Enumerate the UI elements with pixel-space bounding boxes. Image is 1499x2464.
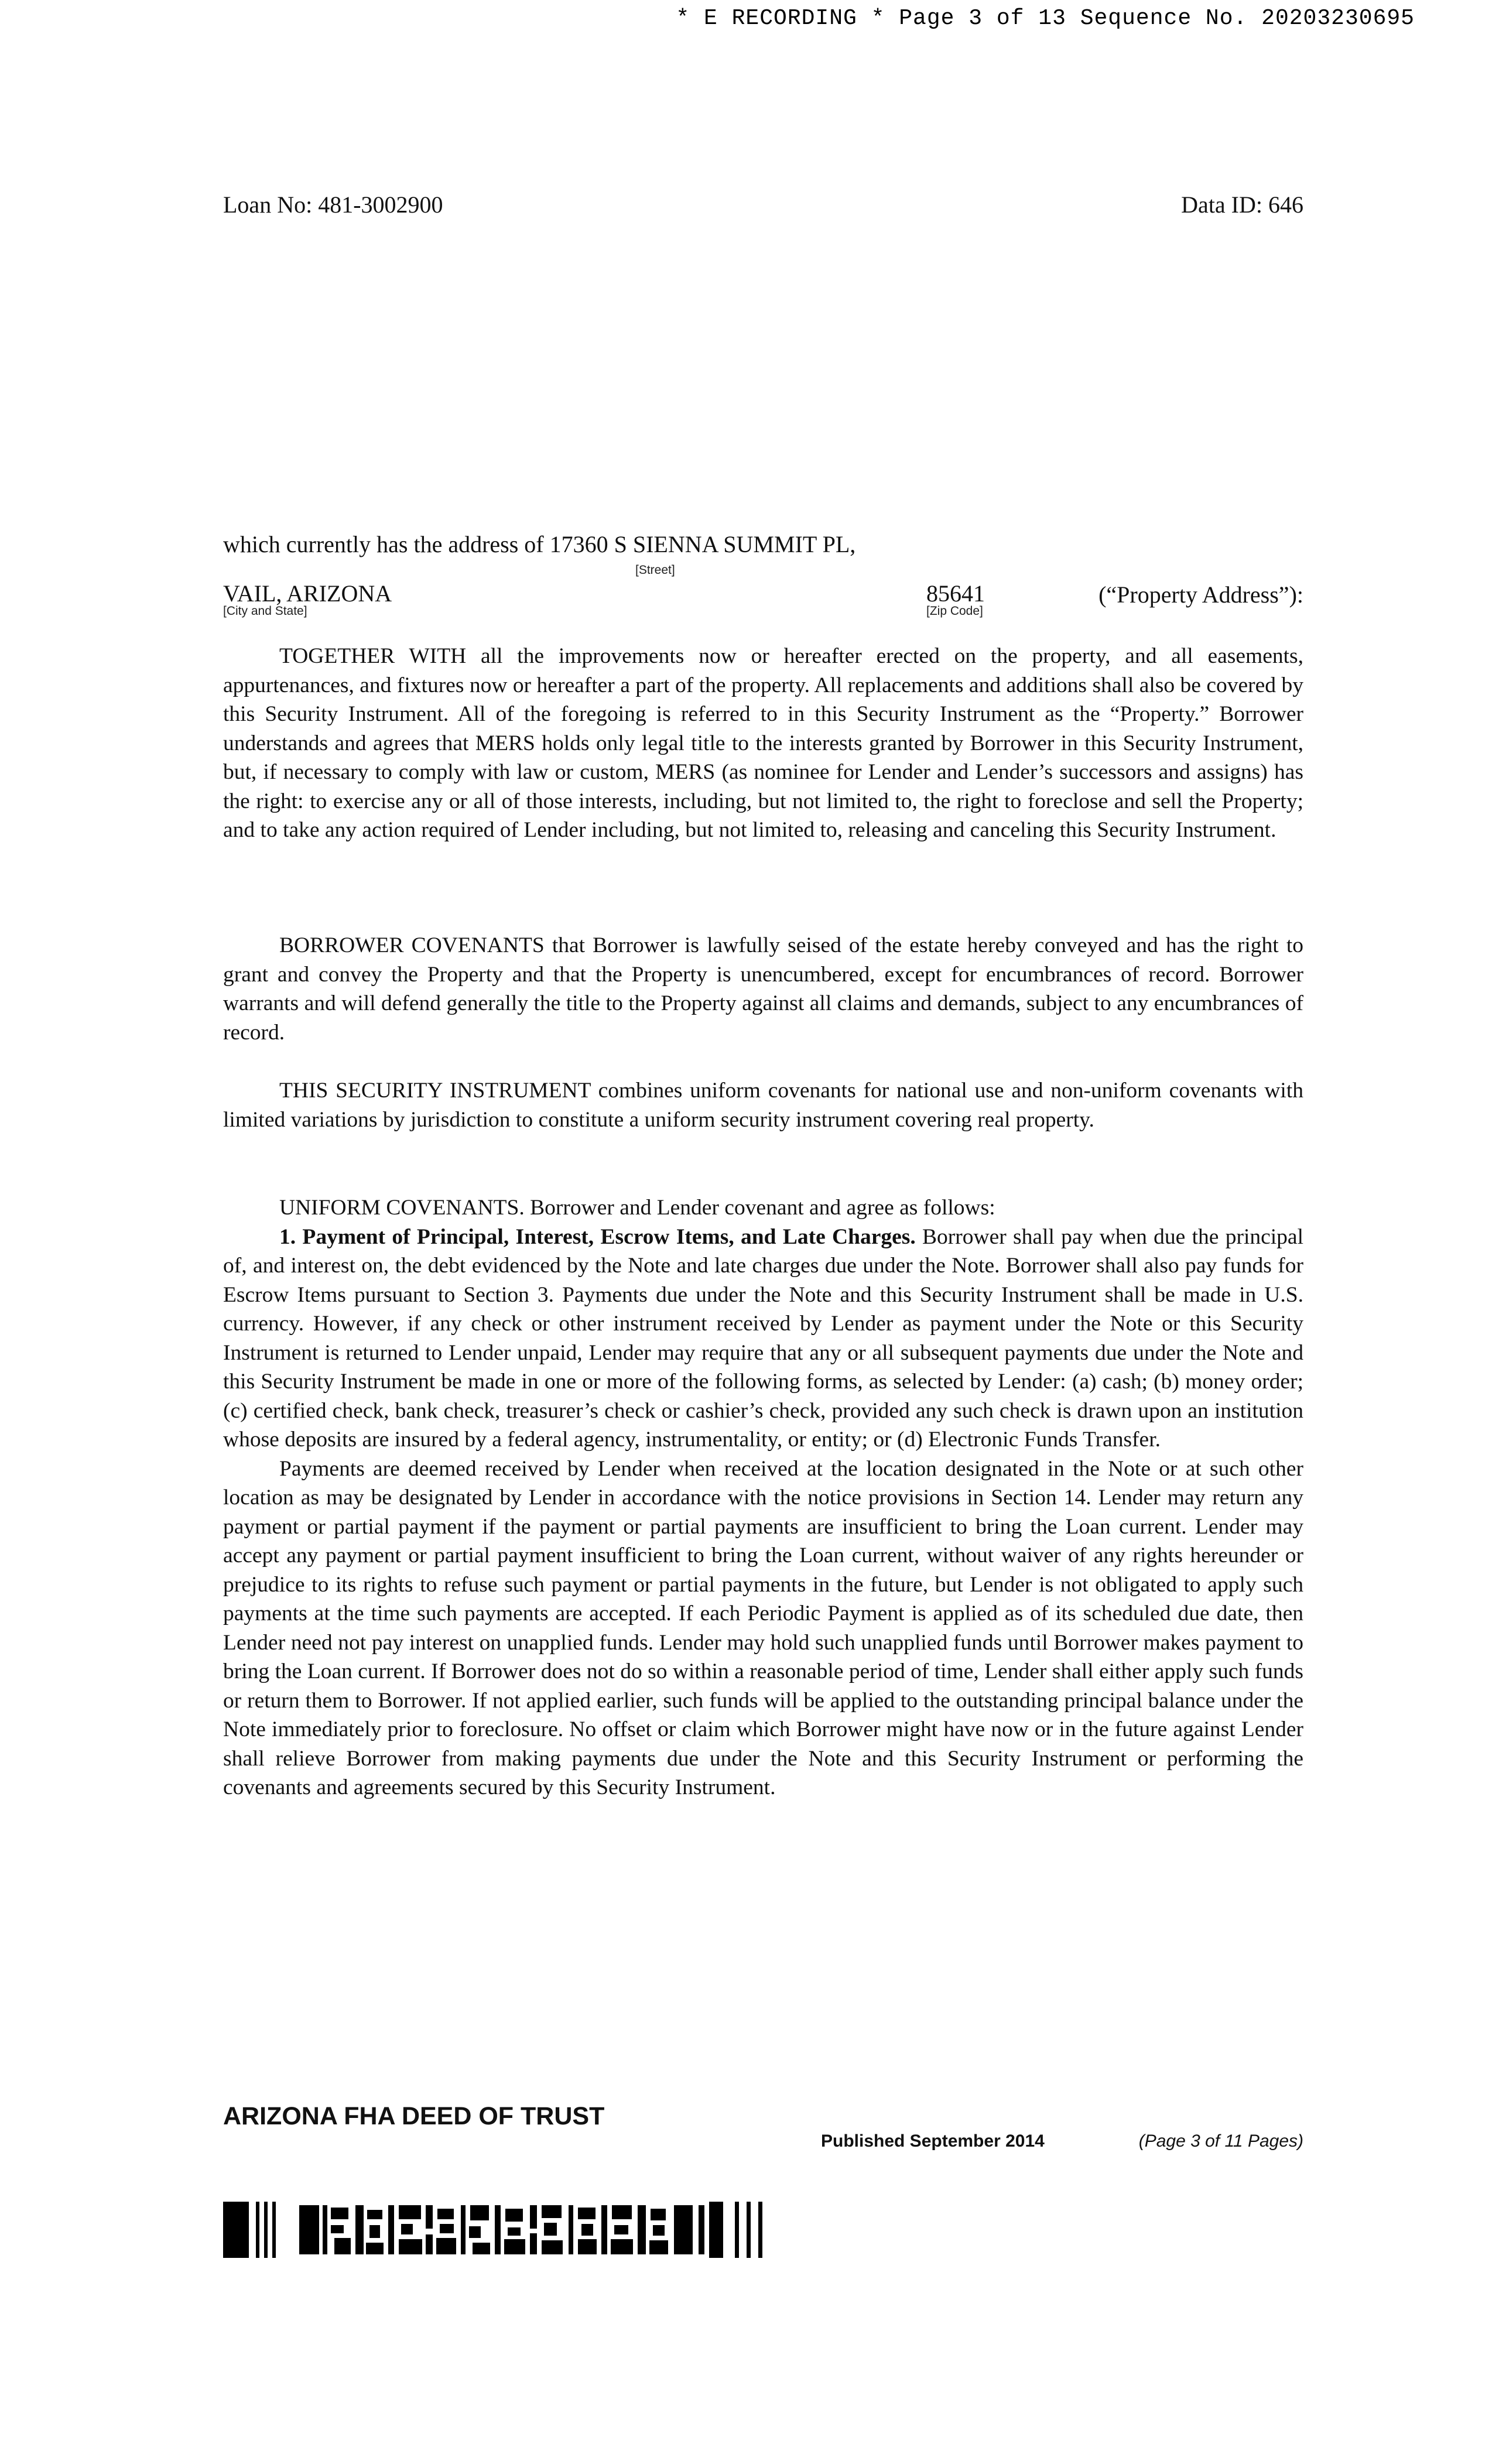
page-count: (Page 3 of 11 Pages) [1138, 2131, 1303, 2151]
uniform-covenants-text: UNIFORM COVENANTS. Borrower and Lender covenant and agree as follows: [279, 1196, 995, 1220]
security-instrument-paragraph [223, 1076, 1303, 1134]
together-with-text: TOGETHER WITH all the improvements now or hereafter erected on the property, and all easements, appurtenances, and fixtures now or hereafter a part of the property. All replacements and additions shall also be covered by this Security Instrument. All of the foregoing is referred to in this Security Instrument as the “Property.” Borrower understands and agrees that MERS holds only legal title to the interests granted by Borrower in this Security Instrument, but, if necessary to comply with law or custom, MERS (as nominee for Lender and Lender’s successors and assigns) has the right: to exercise any or all of those interests, including, but not limited to, the right to foreclose and sell the Property; and to take any action required of Lender including, but not limited to, releasing and canceling this Security Instrument. [223, 644, 1303, 842]
city-state: VAIL, ARIZONA [223, 580, 392, 607]
section-1-heading: 1. Payment of Principal, Interest, Escrow Items, and Late Charges. [279, 1224, 916, 1249]
street-label: [Street] [635, 563, 675, 577]
data-id: Data ID: 646 [1181, 191, 1303, 218]
together-with-paragraph [223, 642, 1303, 845]
zip-code-label: [Zip Code] [926, 604, 983, 618]
section-1-paragraph [223, 1223, 1303, 1455]
zip-code: 85641 [926, 580, 985, 607]
recording-banner: * E RECORDING * Page 3 of 13 Sequence No. 20203230695 [676, 6, 1415, 31]
property-address-label: (“Property Address”): [1098, 581, 1303, 608]
published-date: Published September 2014 [821, 2131, 1045, 2151]
city-state-label: [City and State] [223, 604, 307, 618]
form-title: ARIZONA FHA DEED OF TRUST [223, 2102, 605, 2130]
payments-received-text: Payments are deemed received by Lender when received at the location designated in the Note or at such other location as may be designated by Lender in accordance with the notice provisions in Section 14. Lender may return any payment or partial payment if the payment or partial payments are insufficient to bring the Loan current. Lender may accept any payment or partial payment insufficient to bring the Loan current, without waiver of any rights hereunder or prejudice to its rights to refuse such payment or partial payments in the future, but Lender is not obligated to apply such payments at the time such payments are accepted. If each Periodic Payment is applied as of its scheduled due date, then Lender need not pay interest on unapplied funds. Lender may hold such unapplied funds until Borrower makes payment to bring the Loan current. If Borrower does not do so within a reasonable period of time, Lender shall either apply such funds or return them to Borrower. If not applied earlier, such funds will be applied to the outstanding principal balance under the Note immediately prior to foreclosure. No offset or claim which Borrower might have now or in the future against Lender shall relieve Borrower from making payments due under the Note and this Security Instrument or performing the covenants and agreements secured by this Security Instrument. [223, 1456, 1303, 1799]
uniform-covenants-section [223, 1193, 1303, 1802]
security-instrument-text: THIS SECURITY INSTRUMENT combines uniform covenants for national use and non-uniform covenants with limited variations by jurisdiction to constitute a uniform security instrument covering real property. [223, 1079, 1303, 1132]
section-1-text: Borrower shall pay when due the principal of, and interest on, the debt evidenced by the Note and late charges due under the Note. Borrower shall also pay funds for Escrow Items pursuant to Section 3. Payments due under the Note and this Security Instrument shall be made in U.S. currency. However, if any check or other instrument received by Lender as payment under the Note or this Security Instrument is returned to Lender unpaid, Lender may require that any or all subsequent payments due under the Note and this Security Instrument be made in one or more of the following forms, as selected by Lender: (a) cash; (b) money order; (c) certified check, bank check, treasurer’s check or cashier’s check, provided any such check is drawn upon an institution whose deposits are insured by a federal agency, instrumentality, or entity; or (d) Electronic Funds Transfer. [223, 1224, 1303, 1452]
loan-number: Loan No: 481-3002900 [223, 191, 443, 218]
barcode-icon [223, 2202, 803, 2258]
address-intro: which currently has the address of 17360 S SIENNA SUMMIT PL, [223, 531, 856, 557]
borrower-covenants-paragraph [223, 931, 1303, 1047]
borrower-covenants-text: BORROWER COVENANTS that Borrower is lawfully seised of the estate hereby conveyed and has the right to grant and convey the Property and that the Property is unencumbered, except for encumbrances of record. Borrower warrants and will defend generally the title to the Property against all claims and demands, subject to any encumbrances of record. [223, 933, 1303, 1045]
